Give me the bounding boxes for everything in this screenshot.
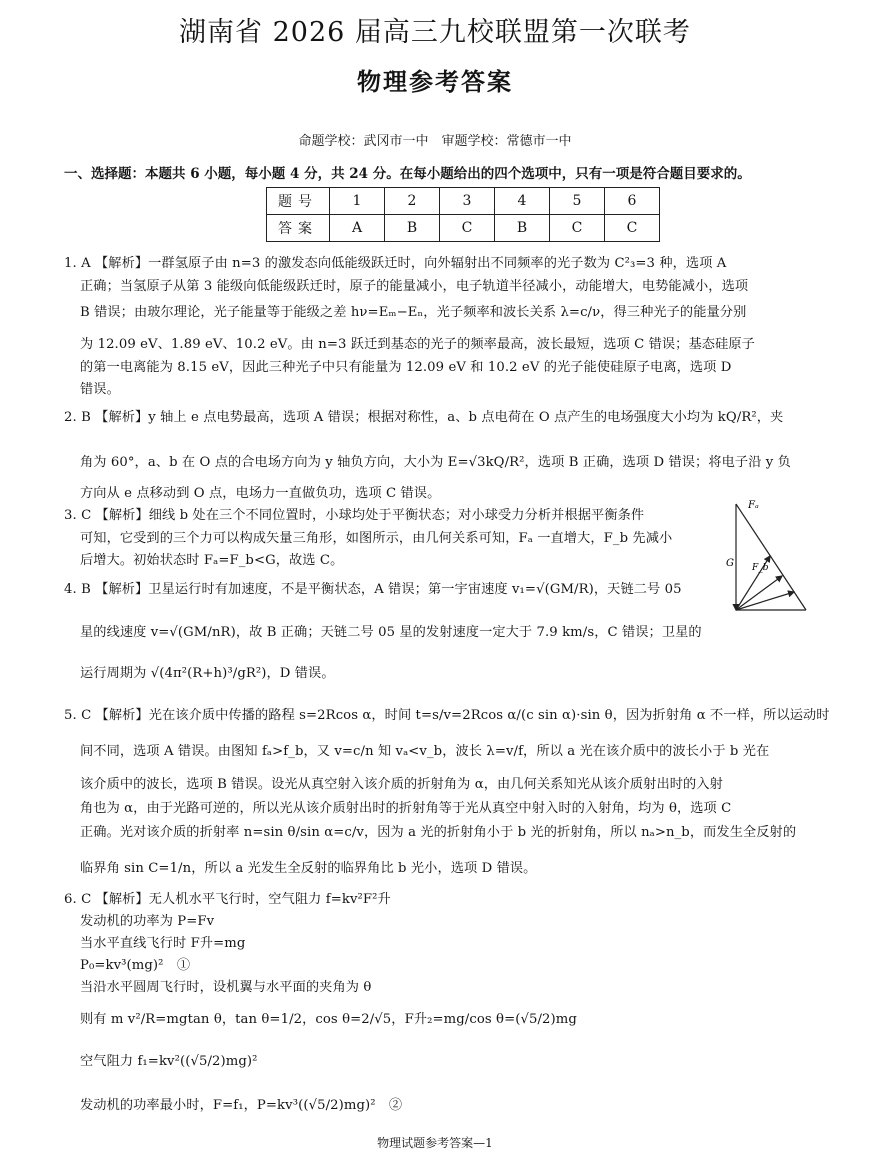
page-footer: 物理试题参考答案—1 [377,1136,493,1150]
fa-label: Fₐ [748,500,759,511]
table-cell: B [385,215,440,242]
table-cell: 4 [495,188,550,215]
text-line: 当沿水平圆周飞行时，设机翼与水平面的夹角为 θ [80,980,372,995]
table-cell: 3 [440,188,495,215]
text-line: B 错误；由玻尔理论，光子能量等于能级之差 hν=Eₘ−Eₙ，光子频率和波长关系 λ=c/ν，得三种光子的能量分别 [80,305,747,320]
table-row [267,188,660,215]
text-line: 正确；当氢原子从第 3 能级向低能级跃迁时，原子的能量减小，电子轨道半径减小，动能增大，电势能减小，选项 [80,279,749,294]
text-line: 则有 m v²/R=mgtan θ，tan θ=1/2，cos θ=2/√5，F升₂=mg/cos θ=(√5/2)mg [80,1012,577,1027]
text-line: 该介质中的波长，选项 B 错误。设光从真空射入该介质的折射角为 α，由几何关系知光从该介质射出时的入射 [80,777,723,792]
text-line: 2. B 【解析】y 轴上 e 点电势最高，选项 A 错误；根据对称性，a、b 点电荷在 O 点产生的电场强度大小均为 kQ/R²，夹 [64,410,784,425]
table-header-cell: 题号 [267,188,330,215]
text-line: 3. C 【解析】细线 b 处在三个不同位置时，小球均处于平衡状态；对小球受力分析并根据平衡条件 [64,508,645,523]
text-line: 角也为 α，由于光路可逆的，所以光从该介质射出时的折射角等于光从真空中射入时的入射角，均为 θ，选项 C [80,801,732,816]
text-line: 正确。光对该介质的折射率 n=sin θ/sin α=c/v，因为 a 光的折射角小于 b 光的折射角，所以 nₐ>n_b，而发生全反射的 [80,825,797,840]
text-line: 方向从 e 点移动到 O 点，电场力一直做负功，选项 C 错误。 [80,486,441,501]
text-line: 为 12.09 eV、1.89 eV、10.2 eV。由 n=3 跃迁到基态的光子的频率最高，波长最短，选项 C 错误；基态硅原子 [80,337,755,352]
text-line: 发动机的功率最小时，F=f₁，P=kv³((√5/2)mg)² ② [80,1098,403,1113]
table-cell: 1 [330,188,385,215]
text-line: 5. C 【解析】光在该介质中传播的路程 s=2Rcos α，时间 t=s/v=2Rcos α/(c sin α)·sin θ，因为折射角 α 不一样，所以运动时 [64,708,830,723]
section-heading: 一、选择题：本题共 6 小题，每小题 4 分，共 24 分。在每小题给出的四个选项中，只有一项是符合题目要求的。 [64,166,751,182]
text-line: P₀=kv³(mg)² ① [80,958,191,973]
table-row [267,215,660,242]
table-cell: C [550,215,605,242]
answer-table [266,187,660,242]
fb-label: F_b [752,563,769,573]
table-header-cell: 答案 [267,215,330,242]
force-triangle-diagram [726,496,816,616]
school-info: 命题学校：武冈市一中 审题学校：常德市一中 [298,134,572,149]
text-line: 运行周期为 √(4π²(R+h)³/gR²)，D 错误。 [80,666,335,681]
text-line: 空气阻力 f₁=kv²((√5/2)mg)² [80,1054,258,1069]
table-cell: C [605,215,660,242]
text-line: 1. A 【解析】一群氢原子由 n=3 的激发态向低能级跃迁时，向外辐射出不同频率的光子数为 C²₃=3 种，选项 A [64,256,727,271]
text-line: 6. C 【解析】无人机水平飞行时，空气阻力 f=kv²F²升 [64,892,391,907]
fb-vector-2 [736,576,782,610]
fb-vector-3 [736,592,794,610]
g-label: G [726,558,734,569]
text-line: 临界角 sin C=1/n，所以 a 光发生全反射的临界角比 b 光小，选项 D 错误。 [80,861,537,876]
text-line: 角为 60°，a、b 在 O 点的合电场方向为 y 轴负方向，大小为 E=√3kQ/R²，选项 B 正确，选项 D 错误；将电子沿 y 负 [80,455,791,470]
text-line: 星的线速度 v=√(GM/nR)，故 B 正确；天链二号 05 星的发射速度一定大于 7.9 km/s，C 错误；卫星的 [80,625,702,640]
table-cell: A [330,215,385,242]
text-line: 的第一电离能为 8.15 eV，因此三种光子中只有能量为 12.09 eV 和 10.2 eV 的光子能使硅原子电离，选项 D [80,360,732,375]
text-line: 发动机的功率为 P=Fv [80,914,215,929]
text-line: 可知，它受到的三个力可以构成矢量三角形，如图所示，由几何关系可知，Fₐ 一直增大，F_b 先减小 [80,531,673,546]
text-line: 错误。 [80,382,120,397]
table-cell: C [440,215,495,242]
table-cell: 5 [550,188,605,215]
text-line: 当水平直线飞行时 F升=mg [80,936,246,951]
exam-subtitle: 物理参考答案 [357,67,513,96]
text-line: 间不同，选项 A 错误。由图知 fₐ>f_b，又 v=c/n 知 vₐ<v_b，波长 λ=v/f，所以 a 光在该介质中的波长小于 b 光在 [80,744,770,759]
exam-title: 湖南省 2026 届高三九校联盟第一次联考 [179,17,691,48]
text-line: 4. B 【解析】卫星运行时有加速度，不是平衡状态，A 错误；第一宇宙速度 v₁=√(GM/R)，天链二号 05 [64,582,682,597]
table-cell: 2 [385,188,440,215]
table-cell: B [495,215,550,242]
table-cell: 6 [605,188,660,215]
text-line: 后增大。初始状态时 Fₐ=F_b<G，故选 C。 [80,553,344,568]
